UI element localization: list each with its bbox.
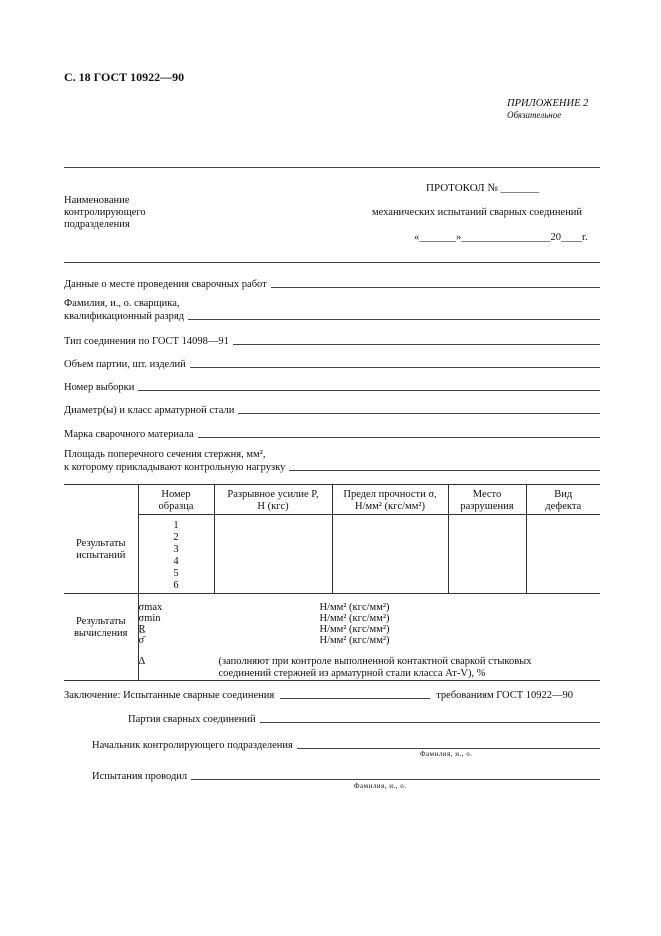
head-caption: Фамилия, и., о.: [420, 750, 473, 758]
table-row: [64, 515, 600, 594]
field-line[interactable]: [297, 739, 600, 749]
calc-label: Результаты вычисления: [64, 594, 138, 681]
field-batch-volume[interactable]: Объем партии, шт. изделий: [64, 358, 600, 370]
calc-delta: Δ (заполняют при контроле выполненной контактной сваркой стыковых соединений стержней из арматурной стали класса Ат-V), %: [138, 656, 532, 679]
tester-caption: Фамилия, и., о.: [354, 782, 407, 790]
header-strength: Предел прочности σ, Н/мм² (кгс/мм²): [332, 485, 448, 515]
header-fracture-place: Место разрушения: [448, 485, 526, 515]
calc-row: [64, 594, 600, 681]
cell-strength[interactable]: [332, 515, 448, 594]
field-line[interactable]: [238, 404, 600, 414]
field-diameter-class[interactable]: Диаметр(ы) и класс арматурной стали: [64, 404, 600, 416]
calc-block: [138, 594, 600, 681]
results-table: [64, 484, 600, 681]
header-sample-number: Номер образца: [138, 485, 214, 515]
field-line[interactable]: [188, 310, 600, 320]
org-line-3: подразделения: [64, 219, 130, 230]
field-line[interactable]: [138, 381, 600, 391]
section-rule: [64, 262, 600, 263]
sample-numbers: 1 2 3 4 5 6: [138, 515, 214, 594]
org-block: [64, 195, 146, 231]
field-sample-number[interactable]: Номер выборки: [64, 381, 600, 393]
calc-sigma: σ̄ Н/мм² (кгс/мм²): [138, 635, 390, 646]
cell-break-force[interactable]: [214, 515, 332, 594]
org-line-2: контролирующего: [64, 207, 146, 218]
page-header: С. 18 ГОСТ 10922—90: [64, 70, 185, 84]
protocol-subject: механических испытаний сварных соединений: [372, 207, 583, 218]
header-defect-type: Вид дефекта: [526, 485, 600, 515]
field-line[interactable]: [271, 278, 600, 288]
table-header-row: [64, 485, 600, 515]
header-break-force: Разрывное усилие P, Н (кгс): [214, 485, 332, 515]
field-welder-label-1: Фамилия, и., о. сварщика,: [64, 298, 180, 309]
top-rule: [64, 167, 600, 168]
field-line[interactable]: [233, 335, 600, 345]
field-batch[interactable]: Партия сварных соединений: [128, 713, 600, 725]
calc-r: R̲ Н/мм² (кгс/мм²): [138, 624, 390, 635]
protocol-title: ПРОТОКОЛ № _______: [426, 182, 540, 194]
field-line[interactable]: [198, 428, 600, 438]
field-weld-material[interactable]: Марка сварочного материала: [64, 428, 600, 440]
results-label: Результаты испытаний: [64, 485, 138, 594]
field-joint-type[interactable]: Тип соединения по ГОСТ 14098—91: [64, 335, 600, 347]
conclusion-blank[interactable]: [280, 689, 430, 699]
field-area-label-1: Площадь поперечного сечения стержня, мм²,: [64, 449, 266, 460]
field-head[interactable]: Начальник контролирующего подразделения: [92, 739, 600, 751]
field-welder[interactable]: квалификационный разряд: [64, 310, 600, 322]
appendix-status: Обязательное: [507, 110, 562, 120]
cell-defect-type[interactable]: [526, 515, 600, 594]
calc-sigma-min: σmin Н/мм² (кгс/мм²): [138, 613, 390, 624]
field-weld-place[interactable]: Данные о месте проведения сварочных работ: [64, 278, 600, 290]
field-tester[interactable]: Испытания проводил: [92, 770, 600, 782]
field-line[interactable]: [289, 461, 600, 471]
org-line-1: Наименование: [64, 195, 130, 206]
field-line[interactable]: [191, 770, 600, 780]
field-line[interactable]: [190, 358, 600, 368]
conclusion-row: Заключение: Испытанные сварные соединения требованиям ГОСТ 10922—90: [64, 690, 574, 701]
protocol-date: «_______»_________________20____г.: [414, 232, 588, 243]
appendix-title: ПРИЛОЖЕНИЕ 2: [507, 98, 589, 109]
cell-fracture-place[interactable]: [448, 515, 526, 594]
field-area[interactable]: к которому прикладывают контрольную нагрузку: [64, 461, 600, 473]
field-line[interactable]: [260, 713, 600, 723]
calc-sigma-max: σmax Н/мм² (кгс/мм²): [138, 602, 390, 613]
